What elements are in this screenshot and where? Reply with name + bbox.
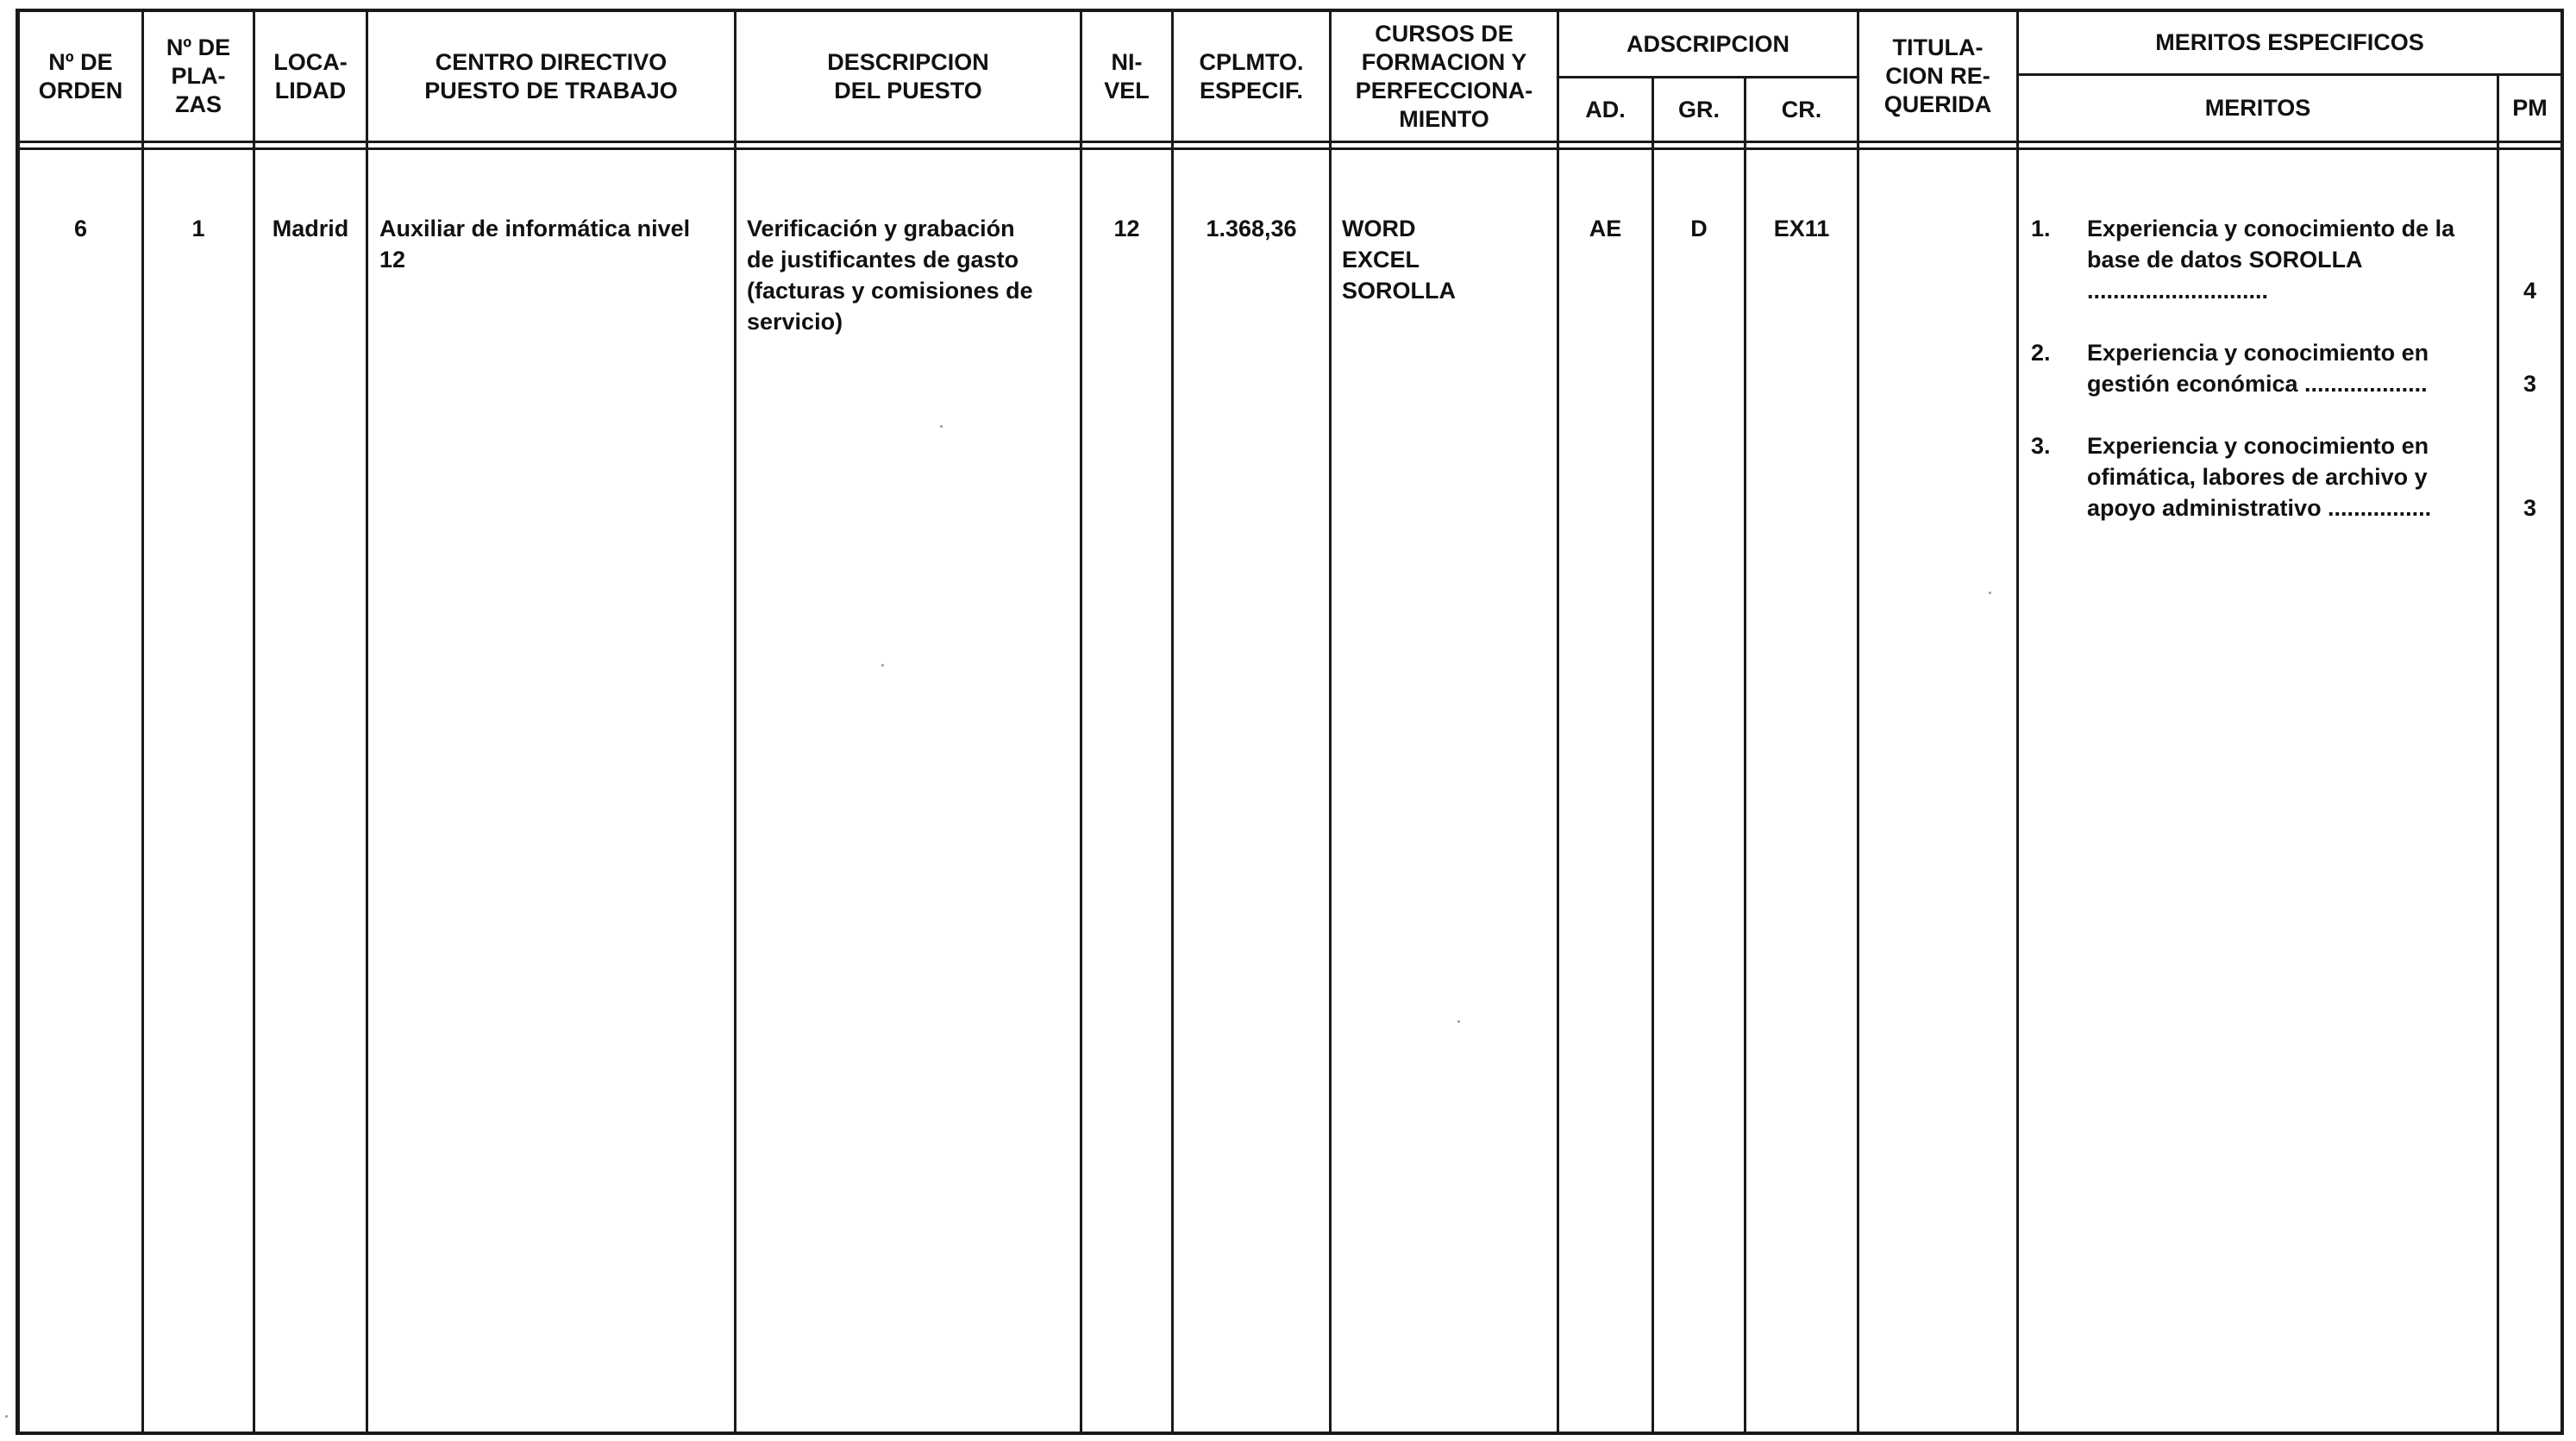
col-line-4 [734, 9, 736, 1435]
col-line-3 [366, 9, 368, 1435]
header-divider-1 [16, 141, 2564, 143]
col-line-9 [1652, 76, 1654, 1435]
cell-cursos: WORD EXCEL SOROLLA [1342, 216, 1456, 304]
cell-centro-directivo: Auxiliar de informática nivel 12 [379, 216, 691, 273]
col-line-10 [1744, 76, 1746, 1435]
cell-cr: EX11 [1773, 216, 1830, 241]
cell-gr: D [1690, 216, 1708, 241]
header-centro-directivo: CENTRO DIRECTIVO PUESTO DE TRABAJO [424, 48, 678, 103]
merito-2-pm: 3 [2523, 371, 2537, 397]
col-line-7 [1329, 9, 1332, 1435]
frame-bottom-border [16, 1432, 2564, 1435]
scan-speck [1457, 1020, 1460, 1023]
header-plazas: Nº DE PLA- ZAS [166, 34, 231, 117]
scan-speck [1989, 592, 1991, 594]
header-complemento: CPLMTO. ESPECIF. [1199, 48, 1304, 103]
merito-2-number: 2. [2031, 340, 2051, 366]
header-pm: PM [2512, 95, 2548, 121]
merito-3-number: 3. [2031, 433, 2051, 459]
merito-3-text: Experiencia y conocimiento en ofimática, labores de archivo y apoyo administrativo ................ [2087, 433, 2432, 521]
header-descripcion: DESCRIPCION DEL PUESTO [827, 48, 989, 103]
header-cursos: CURSOS DE FORMACION Y PERFECCIONA- MIENTO [1355, 20, 1533, 132]
header-titulacion: TITULA- CION RE- QUERIDA [1883, 34, 1992, 117]
header-cr: CR. [1781, 96, 1822, 122]
header-meritos: MERITOS [2204, 95, 2311, 121]
frame-right-border [2560, 9, 2564, 1435]
header-nivel: NI- VEL [1104, 48, 1150, 103]
header-orden: Nº DE ORDEN [38, 48, 123, 103]
cell-plazas: 1 [191, 216, 205, 241]
col-line-11 [1857, 9, 1859, 1435]
cell-ad: AE [1589, 216, 1622, 241]
scan-speck [940, 425, 943, 428]
cell-localidad: Madrid [272, 216, 349, 241]
cell-complemento: 1.368,36 [1206, 216, 1297, 241]
merito-2-text: Experiencia y conocimiento en gestión económica ................... [2087, 340, 2429, 397]
scan-speck [881, 664, 884, 667]
header-gr: GR. [1677, 96, 1720, 122]
merito-1-text: Experiencia y conocimiento de la base de datos SOROLLA ............................ [2087, 216, 2455, 304]
merito-1-pm: 4 [2523, 278, 2537, 304]
header-localidad: LOCA- LIDAD [273, 48, 348, 103]
col-line-12 [2016, 9, 2019, 1435]
cell-descripcion: Verificación y grabación de justificantes de gasto (facturas y comisiones de servicio) [747, 216, 1033, 335]
header-ad: AD. [1585, 96, 1626, 122]
header-adscripcion: ADSCRIPCION [1626, 30, 1789, 57]
scan-speck [5, 1415, 8, 1418]
header-divider-2 [16, 147, 2564, 150]
cell-nivel: 12 [1113, 216, 1140, 241]
merito-3-pm: 3 [2523, 495, 2537, 521]
merito-1-number: 1. [2031, 216, 2051, 241]
header-meritos-especificos: MERITOS ESPECIFICOS [2155, 29, 2424, 55]
cell-orden: 6 [73, 216, 88, 241]
